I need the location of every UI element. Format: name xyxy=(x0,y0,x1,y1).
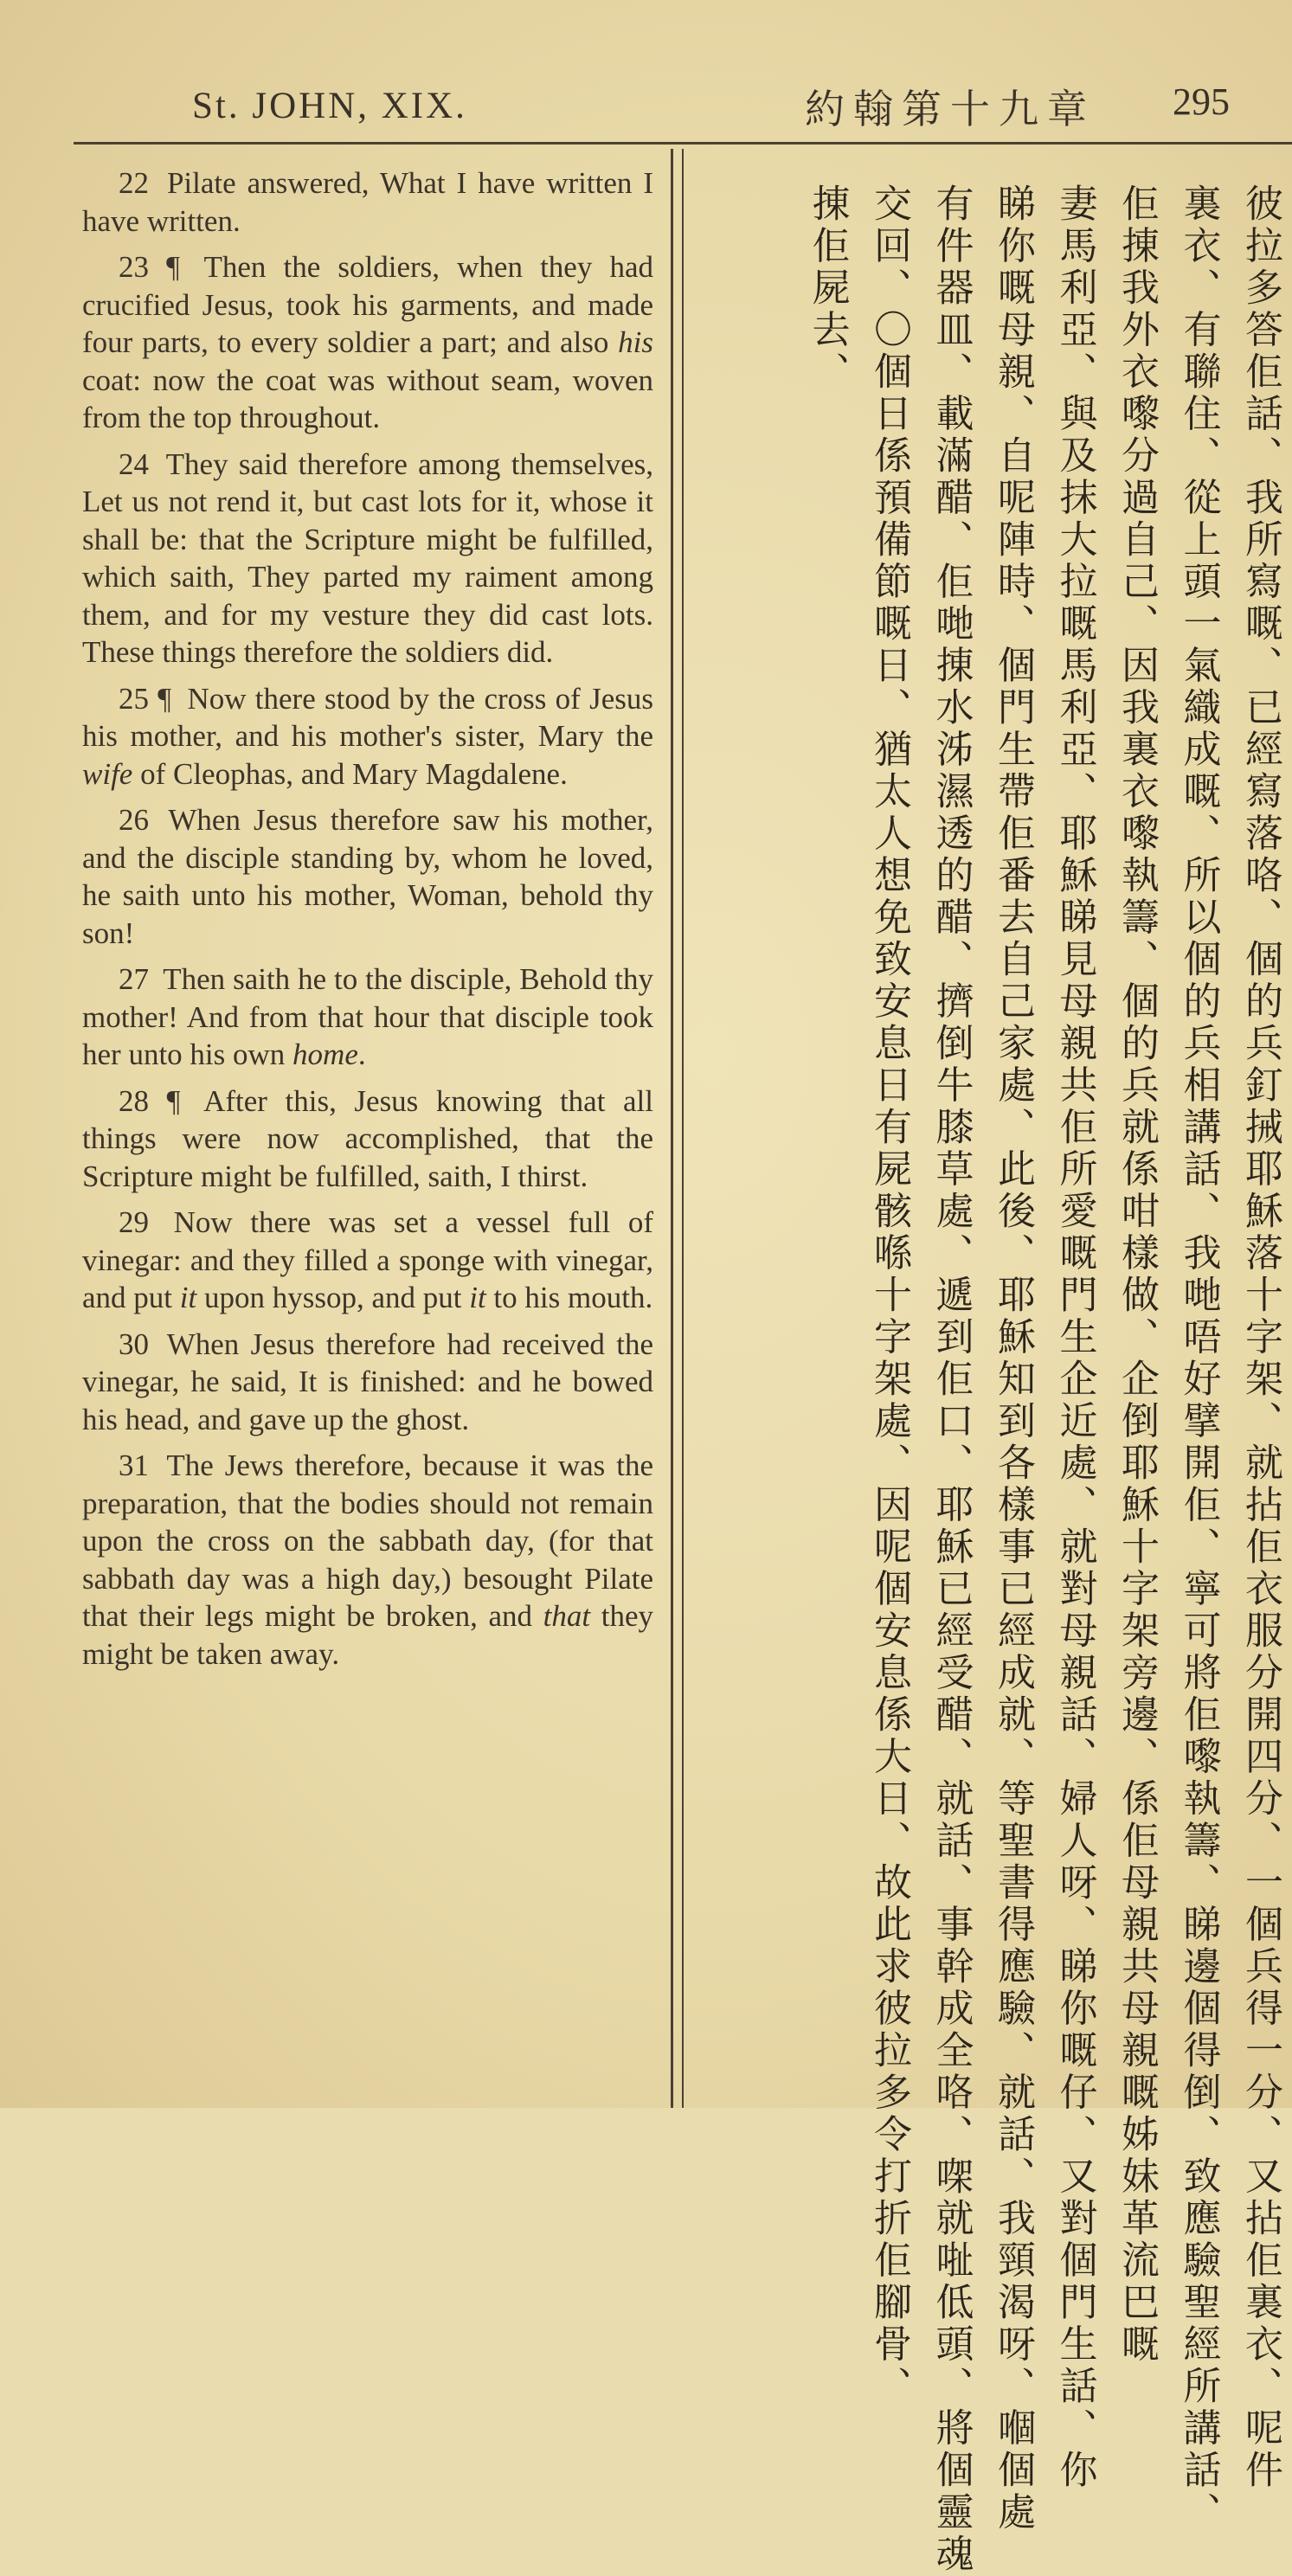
verse-text: They said therefore among themselves, Let us not rend it, but cast lots for it, whose it shall be: that the Scripture might be fulfilled, which saith, They parted my raiment among them, and for my vesture they did cast lots. These things therefore the soldiers did. xyxy=(82,446,653,669)
chinese-column-8: 㨂佢屍去、 xyxy=(805,183,850,394)
running-head-english: St. JOHN, XIX. xyxy=(192,86,467,126)
english-verse xyxy=(82,1082,653,1196)
english-verse xyxy=(82,801,653,952)
english-verse xyxy=(82,248,653,437)
english-verse xyxy=(82,960,653,1074)
verse-number: 30 xyxy=(119,1327,149,1361)
chinese-column-7: 交回、〇個日係預備節嘅日、猶太人想免致安息日有屍骸喺十字架處、因呢個安息係大日、故此求彼拉多令打折佢腳骨、 xyxy=(867,183,911,2408)
verse-text: When Jesus therefore saw his mother, and the disciple standing by, whom he loved, he saith unto his mother, Woman, behold thy son! xyxy=(82,803,653,950)
verse-number: 31 xyxy=(119,1449,149,1482)
chinese-column-6: 有件器皿、載滿醋、佢哋㨂水泲濕透的醋、擠倒牛膝草處、遞到佢口、耶穌已經受醋、就話、事幹成全咯、㗎就𠳏低頭、將個靈魂 xyxy=(929,183,974,2576)
english-verse xyxy=(82,1326,653,1439)
verse-text: Then the soldiers, when they had crucified Jesus, took his garments, and made four parts, to every soldier a part; and also his coat: now the coat was without seam, woven from the top throughout. xyxy=(82,250,654,434)
chinese-column-2: 裏衣、有聯住、從上頭一氣織成嘅、所以個的兵相講話、我哋唔好擘開佢、寧可將佢嚟執籌、睇邊個得倒、致應驗聖經所講話、 xyxy=(1176,183,1221,2534)
verse-number: 24 xyxy=(119,446,149,481)
verse-text: The Jews therefore, because it was the preparation, that the bodies should not remain upon the cross on the sabbath day, (for that sabbath day was a high day,) besought Pilate that their legs might be broken, and that they might be taken away. xyxy=(82,1449,653,1671)
chinese-column-1: 彼拉多答佢話、我所寫嘅、已經寫落咯、個的兵釘𢬿耶穌落十字架、就拈佢衣服分開四分、一個兵得一分、又拈佢裏衣、呢件 xyxy=(1238,183,1282,2492)
page-number: 295 xyxy=(1173,80,1230,123)
verse-number: 23 ¶ xyxy=(119,250,180,284)
chinese-column-4: 妻馬利亞、與及抹大拉嘅馬利亞、耶穌睇見母親共佢所愛嘅門生企近處、就對母親話、婦人呀、睇你嘅仔、又對個門生話、你 xyxy=(1052,183,1097,2492)
chinese-column-3: 佢㨂我外衣嚟分過自己、因我裏衣嚟執籌、個的兵就係咁樣做、企倒耶穌十字架旁邊、係佢母親共母親嘅姊妹革流巴嘅 xyxy=(1115,183,1159,2366)
english-verse xyxy=(82,1447,653,1673)
column-divider-thin xyxy=(682,149,684,2108)
english-verse xyxy=(82,1204,653,1317)
english-text-column xyxy=(82,164,653,1681)
english-verse xyxy=(82,680,653,793)
chinese-column-5: 睇你嘅母親、自呢陣時、個門生帶佢番去自己家處、此後、耶穌知到各樣事已經成就、等聖書得應驗、就話、我頸渴呀、嗰個處 xyxy=(991,183,1035,2534)
verse-text: When Jesus therefore had received the vinegar, he said, It is finished: and he bowed his head, and gave up the ghost. xyxy=(82,1327,653,1436)
english-verse xyxy=(82,446,653,671)
verse-text: Then saith he to the disciple, Behold thy mother! And from that hour that disciple took her unto his own home. xyxy=(82,962,653,1071)
verse-text: After this, Jesus knowing that all things were now accomplished, that the Scripture might be fulfilled, saith, I thirst. xyxy=(82,1083,653,1193)
verse-number: 28 ¶ xyxy=(119,1083,181,1118)
verse-number: 29 xyxy=(119,1205,149,1239)
verse-number: 22 xyxy=(119,166,149,200)
verse-text: Now there stood by the cross of Jesus his mother, and his mother's sister, Mary the wife of Cleophas, and Mary Magdalene. xyxy=(82,681,654,791)
verse-number: 25 ¶ xyxy=(119,681,172,716)
verse-number: 27 xyxy=(119,962,149,996)
running-head-chinese: 約翰第十九章 xyxy=(805,86,1096,132)
header-rule xyxy=(74,142,1292,145)
verse-text: Now there was set a vessel full of vinegar: and they filled a sponge with vinegar, and put it upon hyssop, and put it to his mouth. xyxy=(82,1205,654,1314)
english-verse xyxy=(82,164,653,240)
column-divider xyxy=(671,149,673,2108)
verse-text: Pilate answered, What I have written I have written. xyxy=(82,166,654,238)
verse-number: 26 xyxy=(119,803,149,837)
chinese-text-column xyxy=(699,183,1283,2576)
